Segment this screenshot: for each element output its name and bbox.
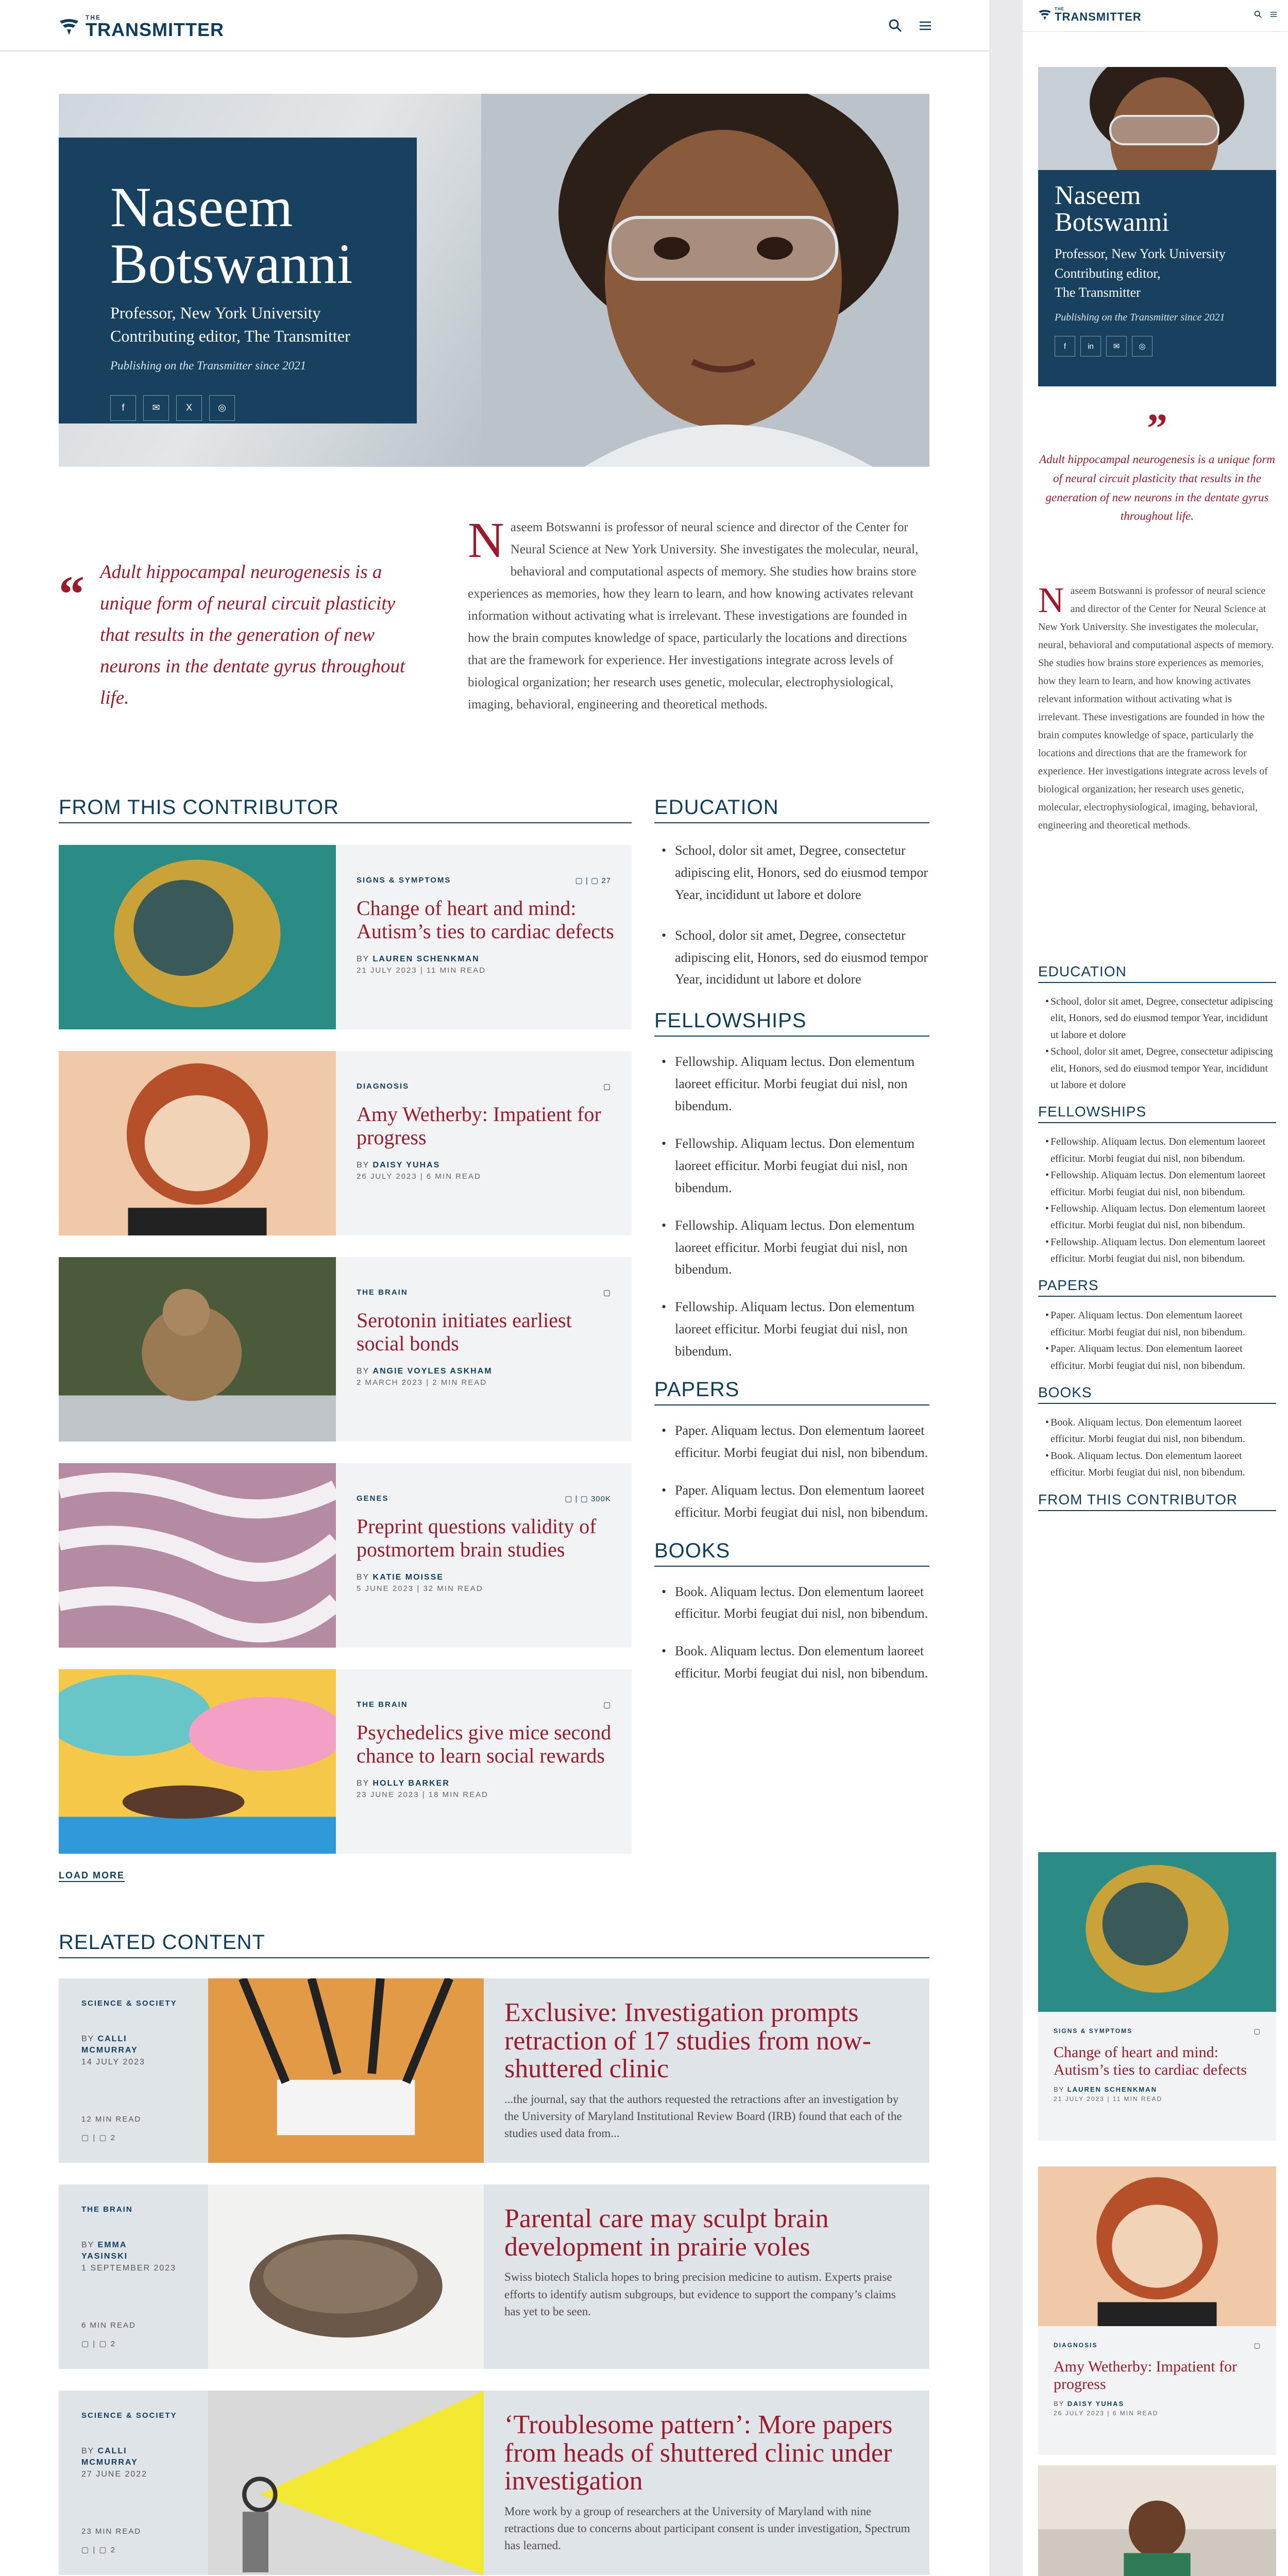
related-date: 27 JUNE 2022 bbox=[81, 2469, 148, 2479]
article-author[interactable]: LAUREN SCHENKMAN bbox=[372, 954, 480, 963]
related-image[interactable] bbox=[208, 2184, 484, 2369]
article-byline: BY DAISY YUHAS bbox=[357, 1160, 440, 1170]
article-card[interactable] bbox=[59, 1463, 632, 1648]
bookmark-icon[interactable]: ▢ bbox=[1253, 2027, 1261, 2035]
article-actions: ▢ | ▢ 27 bbox=[575, 876, 611, 885]
education-item: • School, dolor sit amet, Degree, consectetur adipiscing elit, Honors, sed do eiusmod tempor Year, incididunt ut labore et dolore bbox=[1038, 1043, 1276, 1093]
facebook-icon[interactable]: f bbox=[1055, 336, 1075, 357]
papers-list bbox=[654, 1420, 929, 1524]
comment-count: 300K bbox=[590, 1495, 611, 1503]
education-heading: EDUCATION bbox=[654, 796, 929, 823]
fellowships-heading: FELLOWSHIPS bbox=[654, 1009, 929, 1037]
publishing-since: Publishing on the Transmitter since 2021 bbox=[110, 359, 307, 372]
article-thumbnail[interactable] bbox=[1038, 1852, 1276, 2012]
quote-mark-icon: ” bbox=[1147, 406, 1167, 451]
x-twitter-icon[interactable]: X bbox=[176, 395, 202, 421]
article-byline: BY ANGIE VOYLES ASKHAM bbox=[357, 1366, 493, 1376]
website-icon[interactable]: ◎ bbox=[1132, 336, 1153, 357]
fellowship-item: • Fellowship. Aliquam lectus. Don elementum laoreet efficitur. Morbi feugiat dui nisl, non bibendum. bbox=[654, 1051, 929, 1117]
menu-icon[interactable] bbox=[918, 19, 933, 33]
paper-item: • Paper. Aliquam lectus. Don elementum laoreet efficitur. Morbi feugiat dui nisl, non bibendum. bbox=[654, 1480, 929, 1524]
transmitter-logo-icon bbox=[1038, 9, 1052, 21]
article-actions bbox=[603, 1700, 611, 1709]
article-title[interactable]: Psychedelics give mice second chance to learn social rewards bbox=[357, 1721, 612, 1767]
article-title[interactable]: Amy Wetherby: Impatient for progress bbox=[1054, 2358, 1238, 2393]
book-item: • Book. Aliquam lectus. Don elementum laoreet efficitur. Morbi feugiat dui nisl, non bibendum. bbox=[654, 1581, 929, 1625]
article-tag[interactable]: GENES bbox=[357, 1494, 389, 1503]
fellowship-item: • Fellowship. Aliquam lectus. Don elementum laoreet efficitur. Morbi feugiat dui nisl, non bibendum. bbox=[1038, 1200, 1276, 1234]
mobile-profile-role: Professor, New York University Contributing editor, The Transmitter bbox=[1055, 246, 1226, 300]
related-dek: More work by a group of researchers at the University of Maryland with nine retractions due to concerns about participant consent is under investigation, Spectrum has learned. bbox=[504, 2504, 910, 2552]
bookmark-icon[interactable]: ▢ bbox=[575, 876, 583, 885]
article-tag[interactable]: DIAGNOSIS bbox=[357, 1082, 410, 1091]
related-author[interactable]: CALLI bbox=[97, 2035, 127, 2043]
article-title[interactable]: Serotonin initiates earliest social bonds bbox=[357, 1309, 572, 1355]
linkedin-icon[interactable]: in bbox=[1080, 336, 1101, 357]
article-actions: ▢ | ▢ 300K bbox=[565, 1495, 611, 1503]
bookmark-icon[interactable]: ▢ bbox=[603, 1082, 611, 1091]
article-author[interactable]: DAISY YUHAS bbox=[372, 1160, 440, 1170]
book-item: • Book. Aliquam lectus. Don elementum laoreet efficitur. Morbi feugiat dui nisl, non bibendum. bbox=[654, 1640, 929, 1685]
article-author[interactable]: LAUREN SCHENKMAN bbox=[1067, 2086, 1158, 2094]
article-actions bbox=[603, 1288, 611, 1297]
related-author[interactable]: EMMA bbox=[97, 2241, 127, 2249]
related-dek: ...the journal, say that the authors requested the retractions after an investigation by the University of Maryland Institutional Review Board (IRB) found that each of the studies used data from... bbox=[504, 2092, 902, 2140]
bookmark-icon[interactable]: ▢ bbox=[603, 1289, 611, 1297]
book-item: • Book. Aliquam lectus. Don elementum laoreet efficitur. Morbi feugiat dui nisl, non bibendum. bbox=[1038, 1448, 1276, 1481]
papers-heading: PAPERS bbox=[1038, 1277, 1276, 1297]
mobile-page bbox=[1023, 0, 1288, 2576]
paper-item: • Paper. Aliquam lectus. Don elementum laoreet efficitur. Morbi feugiat dui nisl, non bibendum. bbox=[1038, 1341, 1276, 1374]
comment-icon[interactable]: ▢ bbox=[580, 1495, 591, 1503]
mobile-social-links bbox=[1055, 336, 1260, 357]
email-icon[interactable]: ✉ bbox=[143, 395, 169, 421]
search-icon[interactable] bbox=[1254, 10, 1262, 21]
article-title[interactable]: Amy Wetherby: Impatient for progress bbox=[357, 1103, 601, 1149]
mobile-publishing-since: Publishing on the Transmitter since 2021 bbox=[1055, 312, 1225, 324]
article-card[interactable] bbox=[1038, 1852, 1276, 2141]
transmitter-logo-icon bbox=[59, 18, 79, 36]
article-thumbnail[interactable] bbox=[59, 1463, 336, 1648]
article-meta: 26 JULY 2023 | 6 MIN READ bbox=[357, 1172, 481, 1181]
related-date: 14 JULY 2023 bbox=[81, 2057, 145, 2066]
related-author[interactable]: YASINSKI bbox=[81, 2252, 128, 2261]
article-tag[interactable]: SIGNS & SYMPTOMS bbox=[357, 876, 451, 885]
article-byline: BY KATIE MOISSE bbox=[357, 1572, 444, 1582]
article-tag[interactable]: THE BRAIN bbox=[357, 1288, 408, 1297]
article-card[interactable] bbox=[59, 1051, 632, 1235]
article-meta: 2 MARCH 2023 | 2 MIN READ bbox=[357, 1378, 487, 1387]
mobile-profile-name: Naseem Botswanni bbox=[1055, 181, 1170, 237]
article-actions bbox=[1254, 2342, 1261, 2350]
article-author[interactable]: KATIE MOISSE bbox=[372, 1572, 444, 1582]
profile-card bbox=[59, 138, 417, 423]
related-date: 1 SEPTEMBER 2023 bbox=[81, 2263, 177, 2273]
article-card[interactable] bbox=[1038, 2166, 1276, 2455]
fellowships-heading: FELLOWSHIPS bbox=[1038, 1104, 1276, 1123]
mobile-credentials bbox=[1038, 963, 1276, 1511]
article-thumbnail[interactable] bbox=[1038, 2465, 1276, 2576]
article-thumbnail[interactable] bbox=[59, 1257, 336, 1442]
search-icon[interactable] bbox=[888, 19, 903, 33]
read-time: 23 MIN READ bbox=[81, 2527, 142, 2536]
bookmark-icon[interactable]: ▢ bbox=[565, 1495, 573, 1503]
menu-icon[interactable] bbox=[1269, 10, 1278, 21]
fellowship-item: • Fellowship. Aliquam lectus. Don elementum laoreet efficitur. Morbi feugiat dui nisl, non bibendum. bbox=[654, 1296, 929, 1363]
facebook-icon[interactable]: f bbox=[110, 395, 136, 421]
related-author[interactable]: CALLI bbox=[97, 2447, 127, 2455]
education-item: • School, dolor sit amet, Degree, consectetur adipiscing elit, Honors, sed do eiusmod tempor Year, incididunt ut labore et dolore bbox=[654, 925, 929, 991]
website-icon[interactable]: ◎ bbox=[209, 395, 235, 421]
article-title[interactable]: Change of heart and mind: Autism’s ties to cardiac defects bbox=[1054, 2044, 1247, 2078]
related-image[interactable] bbox=[208, 1978, 484, 2163]
related-image[interactable] bbox=[208, 2391, 484, 2575]
fellowship-item: • Fellowship. Aliquam lectus. Don elementum laoreet efficitur. Morbi feugiat dui nisl, non bibendum. bbox=[1038, 1133, 1276, 1167]
profile-hero bbox=[59, 94, 929, 467]
pull-quote: “ Adult hippocampal neurogenesis is a unique form of neural circuit plasticity that results in the generation of new neurons in the dentate gyrus throughout life. bbox=[59, 556, 409, 714]
mobile-profile-photo bbox=[1038, 67, 1276, 170]
biography: Naseem Botswanni is professor of neural science and director of the Center for Neural Science at New York University. She investigates the molecular, neural, behavioral and computational aspects of memory. She studies how brains store experiences as memories, how they learn to learn, and how knowing activates relevant information without activating what is irrelevant. These investigations are founded in how the brain computes knowledge of space, particularly the locations and directions that are the framework for experience. Her investigations integrate across levels of biological organization; her research uses genetic, molecular, electrophysiological, imaging, behavioral, engineering and theoretical methods. bbox=[468, 513, 919, 711]
site-header bbox=[0, 0, 989, 52]
related-article[interactable] bbox=[59, 2391, 929, 2575]
related-author[interactable]: MCMURRAY bbox=[81, 2046, 138, 2055]
article-byline: BY DAISY YUHAS bbox=[1054, 2400, 1125, 2408]
article-card[interactable] bbox=[59, 1257, 632, 1442]
article-card[interactable] bbox=[1038, 2465, 1276, 2576]
email-icon[interactable]: ✉ bbox=[1106, 336, 1127, 357]
related-title[interactable]: Parental care may sculpt brain development in prairie voles bbox=[504, 2204, 829, 2262]
credentials-sidebar bbox=[654, 796, 929, 1700]
related-title[interactable]: ‘Troublesome pattern’: More papers from heads of shuttered clinic under investigation bbox=[504, 2410, 893, 2496]
article-byline: BY LAUREN SCHENKMAN bbox=[1054, 2086, 1158, 2094]
article-meta: 23 JUNE 2023 | 18 MIN READ bbox=[357, 1790, 488, 1799]
bookmark-icon[interactable]: ▢ bbox=[1253, 2342, 1261, 2349]
article-byline: BY HOLLY BARKER bbox=[357, 1778, 450, 1788]
article-title[interactable]: Preprint questions validity of postmortem brain studies bbox=[357, 1515, 597, 1561]
comment-count: 27 bbox=[601, 876, 611, 885]
education-item: • School, dolor sit amet, Degree, consectetur adipiscing elit, Honors, sed do eiusmod tempor Year, incididunt ut labore et dolore bbox=[1038, 993, 1276, 1043]
mobile-pull-quote: ” Adult hippocampal neurogenesis is a unique form of neural circuit plasticity that results in the generation of new neurons in the dentate gyrus throughout life. bbox=[1038, 412, 1276, 526]
fellowship-item: • Fellowship. Aliquam lectus. Don elementum laoreet efficitur. Morbi feugiat dui nisl, non bibendum. bbox=[1038, 1234, 1276, 1267]
fellowship-item: • Fellowship. Aliquam lectus. Don elementum laoreet efficitur. Morbi feugiat dui nisl, non bibendum. bbox=[1038, 1167, 1276, 1200]
related-content-heading: RELATED CONTENT bbox=[59, 1931, 929, 1958]
load-more-link[interactable]: LOAD MORE bbox=[59, 1870, 125, 1882]
article-byline: BY LAUREN SCHENKMAN bbox=[357, 954, 480, 963]
education-list bbox=[654, 840, 929, 991]
related-byline: BY EMMA YASINSKI 1 SEPTEMBER 2023 bbox=[81, 2241, 177, 2273]
related-article[interactable] bbox=[59, 2184, 929, 2369]
article-author[interactable]: DAISY YUHAS bbox=[1067, 2400, 1125, 2408]
quote-mark-icon: “ bbox=[59, 565, 84, 622]
article-tag[interactable]: THE BRAIN bbox=[357, 1700, 408, 1709]
social-links bbox=[110, 395, 417, 421]
profile-name: Naseem Botswanni bbox=[110, 176, 353, 295]
article-author[interactable]: HOLLY BARKER bbox=[372, 1778, 450, 1788]
fellowships-list bbox=[654, 1051, 929, 1363]
mobile-biography: Naseem Botswanni is professor of neural science and director of the Center for Neural Science at New York University. She investigates the molecular, neural, behavioral and computational aspects of memory. She studies how brains store experiences as memories, how they learn to learn, and how knowing activates relevant information without activating what is irrelevant. These investigations are founded in how the brain computes knowledge of space, particularly the locations and directions that are the framework for experience. Her investigations integrate across levels of biological organization; her research uses genetic, molecular, electrophysiological, imaging, behavioral, engineering and theoretical methods. bbox=[1038, 581, 1274, 831]
article-meta: 26 JULY 2023 | 6 MIN READ bbox=[1054, 2410, 1159, 2417]
read-time: 12 MIN READ bbox=[81, 2115, 142, 2124]
article-card[interactable] bbox=[59, 1669, 632, 1854]
related-tag[interactable]: THE BRAIN bbox=[81, 2205, 133, 2214]
article-meta: 21 JULY 2023 | 11 MIN READ bbox=[1054, 2095, 1163, 2103]
bookmark-icon[interactable]: ▢ bbox=[603, 1701, 611, 1709]
books-heading: BOOKS bbox=[1038, 1384, 1276, 1404]
mobile-header bbox=[1023, 0, 1288, 32]
education-item: • School, dolor sit amet, Degree, consectetur adipiscing elit, Honors, sed do eiusmod tempor Year, incididunt ut labore et dolore bbox=[654, 840, 929, 906]
article-actions bbox=[1254, 2027, 1261, 2036]
fellowship-item: • Fellowship. Aliquam lectus. Don elementum laoreet efficitur. Morbi feugiat dui nisl, non bibendum. bbox=[654, 1215, 929, 1281]
related-tag[interactable]: SCIENCE & SOCIETY bbox=[81, 1999, 177, 2008]
article-card[interactable] bbox=[59, 845, 632, 1029]
article-thumbnail[interactable] bbox=[59, 845, 336, 1029]
article-thumbnail[interactable] bbox=[59, 1051, 336, 1235]
article-thumbnail[interactable] bbox=[1038, 2166, 1276, 2326]
logo-name: TRANSMITTER bbox=[86, 19, 224, 40]
related-actions[interactable]: ▢ | ▢ 2 bbox=[81, 2133, 116, 2142]
article-meta: 21 JULY 2023 | 11 MIN READ bbox=[357, 965, 486, 975]
paper-item: • Paper. Aliquam lectus. Don elementum laoreet efficitur. Morbi feugiat dui nisl, non bibendum. bbox=[1038, 1307, 1276, 1341]
related-title[interactable]: Exclusive: Investigation prompts retraction of 17 studies from now-shuttered clinic bbox=[504, 1998, 871, 2084]
books-heading: BOOKS bbox=[654, 1539, 929, 1567]
article-actions bbox=[603, 1082, 611, 1091]
related-footer bbox=[81, 2321, 136, 2330]
article-tag[interactable]: SIGNS & SYMPTOMS bbox=[1054, 2027, 1133, 2035]
related-byline: BY CALLI MCMURRAY 14 JULY 2023 bbox=[81, 2035, 145, 2066]
related-actions[interactable]: ▢ | ▢ 2 bbox=[81, 2546, 116, 2554]
article-tag[interactable]: DIAGNOSIS bbox=[1054, 2342, 1098, 2349]
comment-icon[interactable]: ▢ bbox=[590, 876, 602, 885]
related-article[interactable] bbox=[59, 1978, 929, 2163]
from-contributor-heading: FROM THIS CONTRIBUTOR bbox=[59, 796, 632, 823]
related-byline: BY CALLI MCMURRAY 27 JUNE 2022 bbox=[81, 2447, 148, 2479]
fellowship-item: • Fellowship. Aliquam lectus. Don elementum laoreet efficitur. Morbi feugiat dui nisl, non bibendum. bbox=[654, 1133, 929, 1199]
article-thumbnail[interactable] bbox=[59, 1669, 336, 1854]
site-logo[interactable] bbox=[59, 14, 224, 39]
related-footer bbox=[81, 2527, 141, 2536]
read-time: 6 MIN READ bbox=[81, 2321, 136, 2330]
papers-heading: PAPERS bbox=[654, 1378, 929, 1405]
education-heading: EDUCATION bbox=[1038, 963, 1276, 983]
article-author[interactable]: ANGIE VOYLES ASKHAM bbox=[372, 1366, 493, 1376]
logo-the: THE bbox=[86, 14, 101, 21]
paper-item: • Paper. Aliquam lectus. Don elementum laoreet efficitur. Morbi feugiat dui nisl, non bibendum. bbox=[654, 1420, 929, 1464]
mobile-profile-card bbox=[1038, 170, 1276, 386]
related-actions[interactable]: ▢ | ▢ 2 bbox=[81, 2340, 116, 2348]
article-meta: 5 JUNE 2023 | 32 MIN READ bbox=[357, 1584, 483, 1593]
mobile-logo[interactable]: THE TRANSMITTER bbox=[1038, 7, 1142, 23]
related-dek: Swiss biotech Stalicla hopes to bring precision medicine to autism. Experts praise efforts to identify autism subgroups, but evidence to support the company’s claims has yet to be seen. bbox=[504, 2270, 896, 2318]
related-footer bbox=[81, 2115, 141, 2124]
related-tag[interactable]: SCIENCE & SOCIETY bbox=[81, 2411, 177, 2420]
from-contributor-heading: FROM THIS CONTRIBUTOR bbox=[1038, 1492, 1276, 1511]
article-title[interactable]: Change of heart and mind: Autism’s ties to cardiac defects bbox=[357, 896, 614, 943]
books-list bbox=[654, 1581, 929, 1685]
book-item: • Book. Aliquam lectus. Don elementum laoreet efficitur. Morbi feugiat dui nisl, non bibendum. bbox=[1038, 1414, 1276, 1448]
profile-photo bbox=[481, 94, 929, 467]
profile-role: Professor, New York University Contributing editor, The Transmitter bbox=[110, 303, 350, 345]
related-author[interactable]: MCMURRAY bbox=[81, 2458, 138, 2467]
